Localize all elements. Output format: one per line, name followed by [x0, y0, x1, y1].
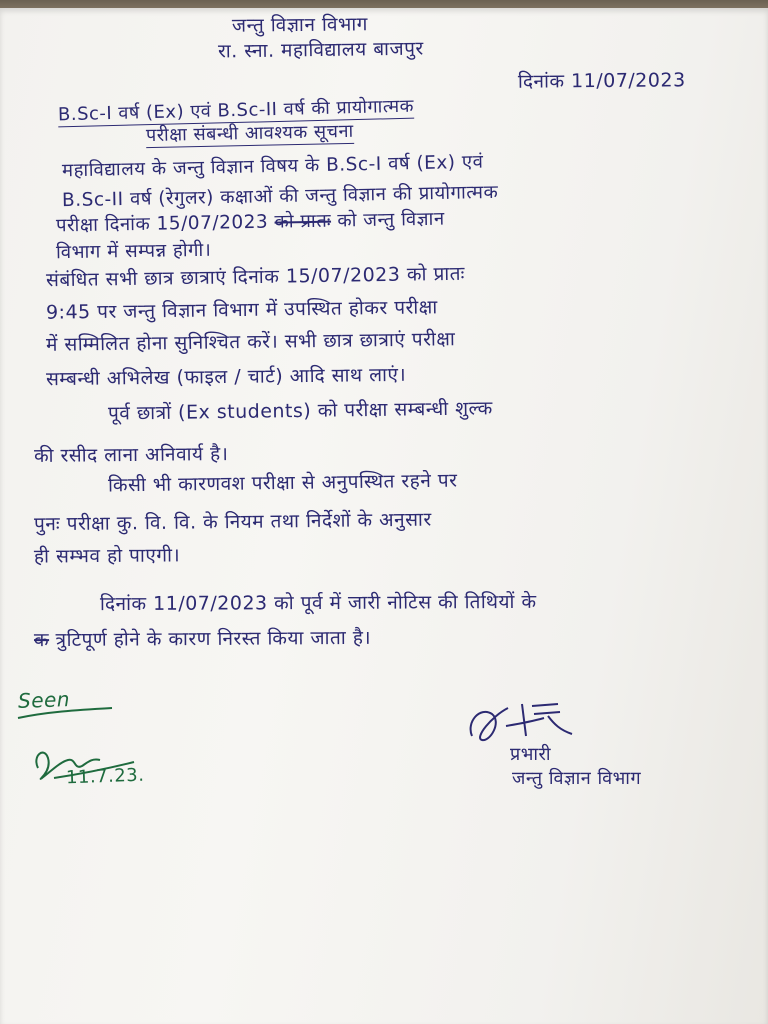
- seen-annotation: Seen: [17, 687, 71, 713]
- college-heading: रा. स्ना. महाविद्यालय बाजपुर: [217, 37, 424, 63]
- body-text: को जन्तु विज्ञान: [330, 208, 445, 232]
- body-text: परीक्षा दिनांक 15/07/2023: [55, 211, 275, 237]
- body-line: पूर्व छात्रों (Ex students) को परीक्षा सम्बन्धी शुल्क: [107, 397, 493, 425]
- in-charge-designation: प्रभारी: [510, 744, 552, 765]
- department-heading: जन्तु विज्ञान विभाग: [231, 13, 369, 37]
- body-text: त्रुटिपूर्ण होने के कारण निरस्त किया जाता है।: [55, 626, 372, 652]
- body-line: में सम्मिलित होना सुनिश्चित करें। सभी छात्र छात्राएं परीक्षा: [45, 328, 456, 356]
- in-charge-department: जन्तु विज्ञान विभाग: [512, 768, 642, 789]
- body-line: विभाग में सम्पन्न होगी।: [55, 239, 212, 264]
- notice-title-line-2: परीक्षा संबन्धी आवश्यक सूचना: [145, 120, 354, 147]
- body-line: महाविद्यालय के जन्तु विज्ञान विषय के B.Sc-I वर्ष (Ex) एवं: [61, 151, 484, 182]
- body-line: किसी भी कारणवश परीक्षा से अनुपस्थित रहने पर: [107, 469, 458, 497]
- notice-date: दिनांक 11/07/2023: [517, 69, 686, 93]
- body-line: पुनः परीक्षा कु. वि. वि. के नियम तथा निर्देशों के अनुसार: [33, 508, 432, 536]
- body-line: दिनांक 11/07/2023 को पूर्व में जारी नोटिस की तिथियों के: [99, 590, 537, 616]
- initial-date: 11.7.23.: [65, 764, 145, 789]
- body-line: B.Sc-II वर्ष (रेगुलर) कक्षाओं की जन्तु विज्ञान की प्रायोगात्मक: [61, 181, 499, 212]
- body-line: ही सम्भव हो पाएगी।: [33, 544, 181, 568]
- body-line: सम्बन्धी अभिलेख (फाइल / चार्ट) आदि साथ लाएं।: [45, 363, 407, 391]
- body-line: [55, 208, 445, 237]
- body-line: [33, 626, 372, 652]
- notice-title-line-1: B.Sc-I वर्ष (Ex) एवं B.Sc-II वर्ष की प्रायोगात्मक: [57, 95, 415, 126]
- body-line: की रसीद लाना अनिवार्य है।: [33, 442, 229, 468]
- struck-text: क: [33, 629, 50, 652]
- notice-sheet: [0, 8, 768, 1024]
- seen-underline: [16, 708, 116, 722]
- body-line: 9:45 पर जन्तु विज्ञान विभाग में उपस्थित होकर परीक्षा: [45, 296, 438, 324]
- struck-text: को प्रातः: [274, 210, 332, 233]
- body-line: संबंधित सभी छात्र छात्राएं दिनांक 15/07/2023 को प्रातः: [45, 262, 466, 292]
